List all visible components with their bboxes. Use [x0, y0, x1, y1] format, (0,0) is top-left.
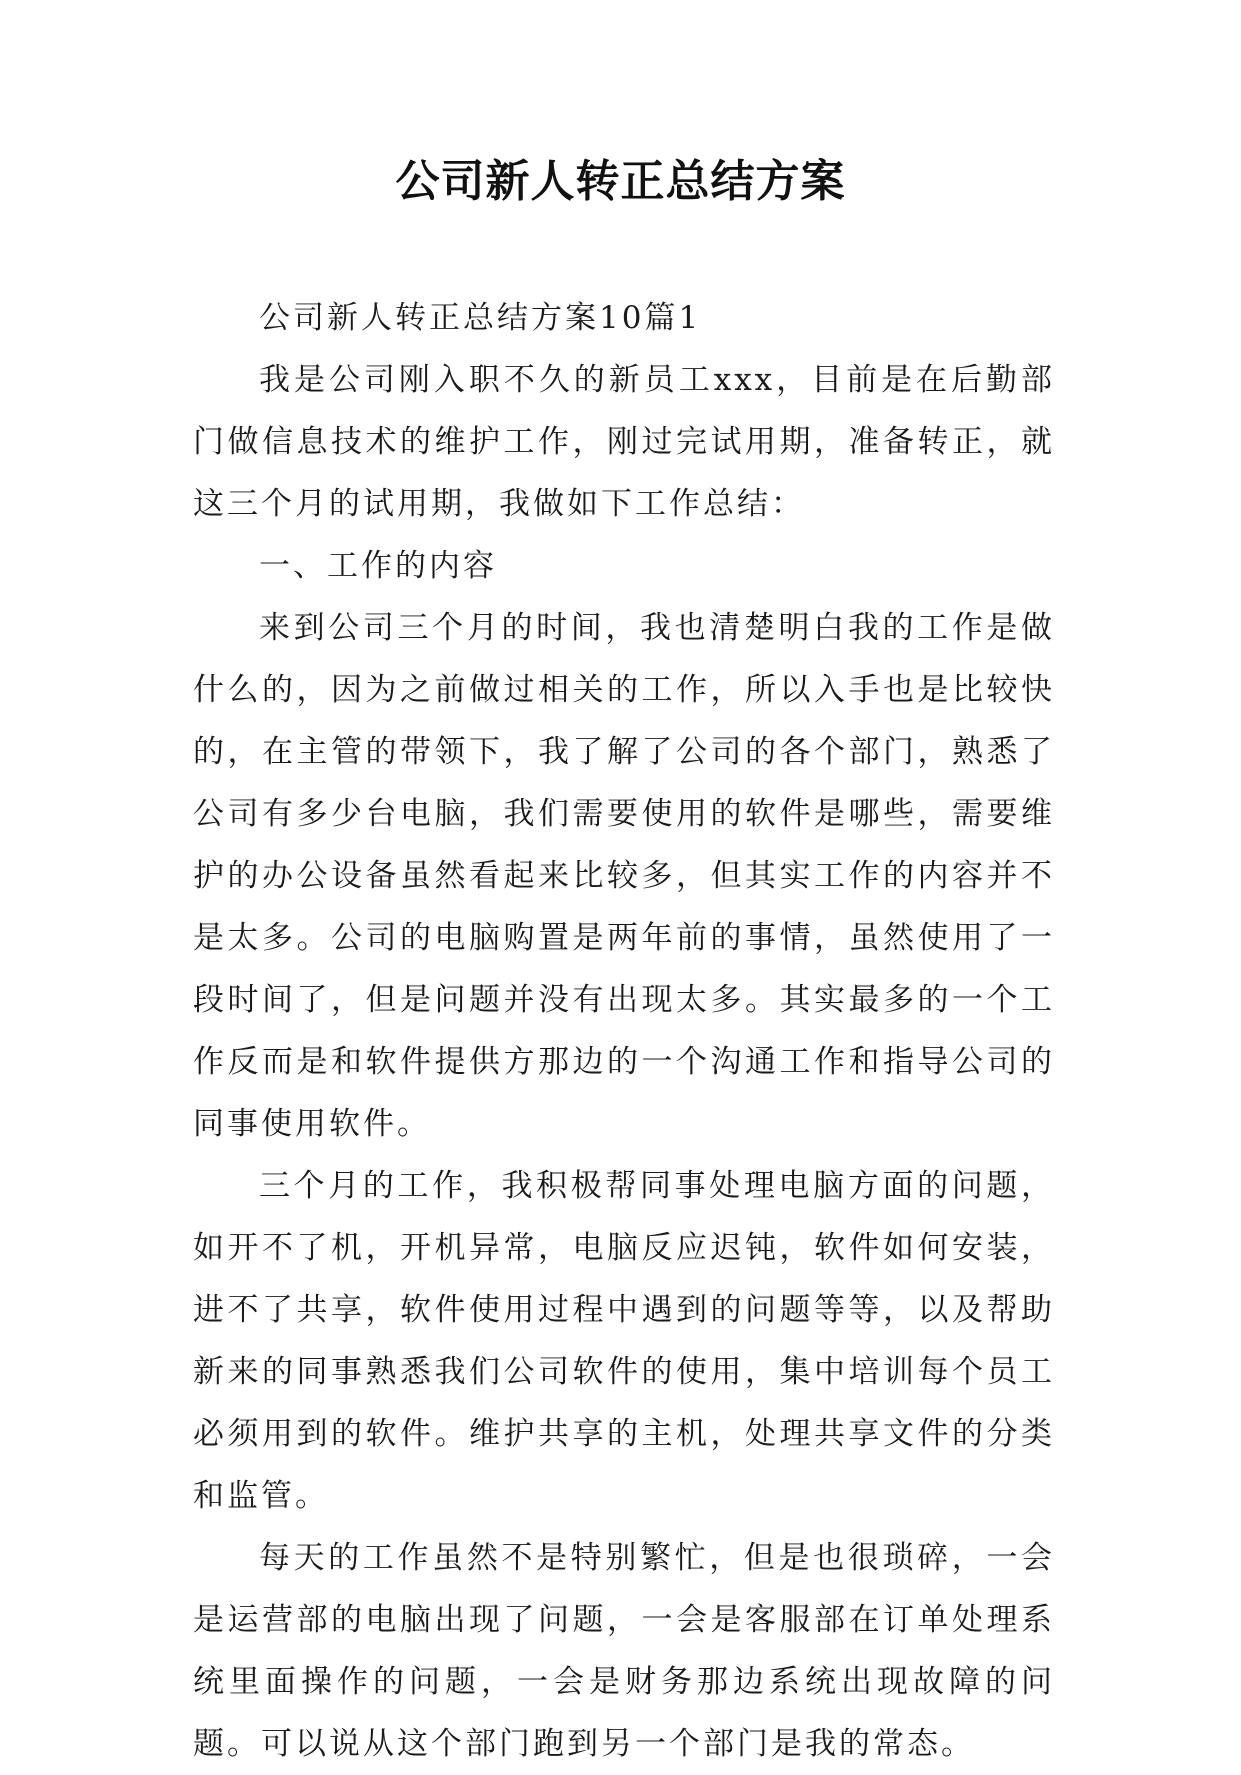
paragraph-work-content: 来到公司三个月的时间，我也清楚明白我的工作是做什么的，因为之前做过相关的工作，所以入手也是比较快的，在主管的带领下，我了解了公司的各个部门，熟悉了公司有多少台电脑，我们需要使用的软件是哪些，需要维护的办公设备虽然看起来比较多，但其实工作的内容并不是太多。公司的电脑购置是两年前的事情，虽然使用了一段时间了，但是问题并没有出现太多。其实最多的一个工作反而是和软件提供方那边的一个沟通工作和指导公司的同事使用软件。 — [193, 610, 1055, 1142]
section-heading: 公司新人转正总结方案10篇1 — [259, 300, 702, 336]
paragraph-section-heading: 一、工作的内容 — [259, 548, 497, 584]
document-title: 公司新人转正总结方案 — [395, 156, 846, 207]
paragraph-support-tasks: 三个月的工作，我积极帮同事处理电脑方面的问题，如开不了机，开机异常，电脑反应迟钝，软件如何安装，进不了共享，软件使用过程中遇到的问题等等，以及帮助新来的同事熟悉我们公司软件的使用，集中培训每个员工必须用到的软件。维护共享的主机，处理共享文件的分类和监管。 — [193, 1168, 1055, 1514]
document-body — [193, 287, 1055, 1775]
paragraph-daily-work: 每天的工作虽然不是特别繁忙，但是也很琐碎，一会是运营部的电脑出现了问题，一会是客服部在订单处理系统里面操作的问题，一会是财务那边系统出现故障的问题。可以说从这个部门跑到另一个部门是我的常态。 — [193, 1540, 1055, 1762]
paragraph-intro: 我是公司刚入职不久的新员工xxx，目前是在后勤部门做信息技术的维护工作，刚过完试用期，准备转正，就这三个月的试用期，我做如下工作总结： — [193, 362, 1055, 522]
